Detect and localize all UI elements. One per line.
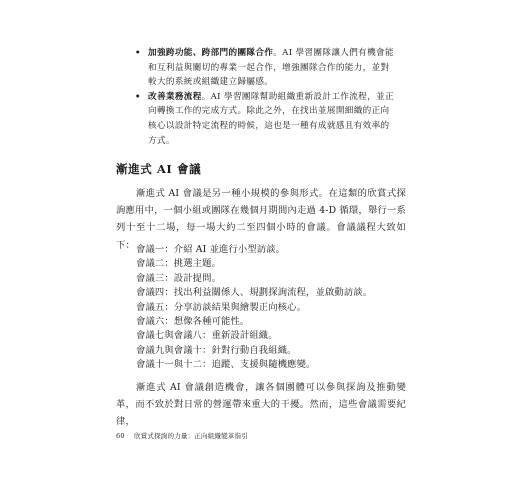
bullet-term: 加強跨功能、跨部門的團隊合作 [148, 48, 274, 58]
body-paragraph-closing: 漸進式 AI 會議創造機會，讓各個團體可以參與探詢及推動變革，而不致於對日常的營運帶來重大的干擾。然而，這些會議需要紀律， [116, 382, 406, 428]
bullet-item-process [136, 90, 398, 148]
bullet-term: 改善業務流程 [148, 91, 202, 102]
meeting-agenda-list [136, 243, 372, 373]
bullet-text: 。AI 學習團隊幫助組織重新設計工作流程，並正向轉換工作的完成方式。除此之外，在找出並展開細織的正向核心以設計特定流程的時候，這也是一種有成就感且有效率的方式。 [148, 91, 394, 146]
bullet-list [136, 46, 398, 148]
agenda-item: 會議一：介紹 AI 並進行小型訪談。 [136, 244, 286, 255]
agenda-item: 會議二：挑選主題。 [136, 258, 222, 270]
agenda-item: 會議十一與十二：追蹤、支援與隨機應變。 [136, 359, 316, 371]
agenda-item: 會議五：分享訪談結果與繪製正向核心。 [136, 301, 307, 313]
page-footer [116, 431, 248, 440]
page-number: 60 [116, 432, 125, 440]
bullet-dot-icon: • [135, 91, 141, 102]
agenda-item: 會議六：想像各種可能性。 [136, 316, 250, 328]
agenda-item: 會議三：設計提問。 [136, 272, 222, 284]
bullet-dot-icon: • [135, 48, 141, 58]
agenda-item: 會議四：找出利益關係人、規劃探詢流程，並啟動訪談。 [136, 287, 373, 299]
section-heading: 漸進式 AI 會議 [116, 162, 202, 176]
bullet-item-collaboration [136, 46, 398, 90]
running-book-title: 欣賞式探詢的力量：正向組織變革指引 [134, 432, 248, 440]
agenda-item: 會議七與會議八：重新設計組織。 [136, 330, 278, 342]
body-paragraph-intro: 漸進式 AI 會議是另一種小規模的參與形式。在這類的欣賞式探詢應用中，一個小組或團隊在幾個月期間內走過 4-D 循環，舉行一系列十至十二場，每一場大約二至四個小時的會議。會議議程大致如下： [116, 188, 406, 251]
bullet-text: 。AI 學習團隊讓人們有機會能和互利益與關切的專業一起合作，增強團隊合作的能力，並對較大的系統或組織建立歸屬感。 [148, 48, 394, 88]
agenda-item: 會議九與會議十：針對行動自我組織。 [136, 344, 297, 356]
